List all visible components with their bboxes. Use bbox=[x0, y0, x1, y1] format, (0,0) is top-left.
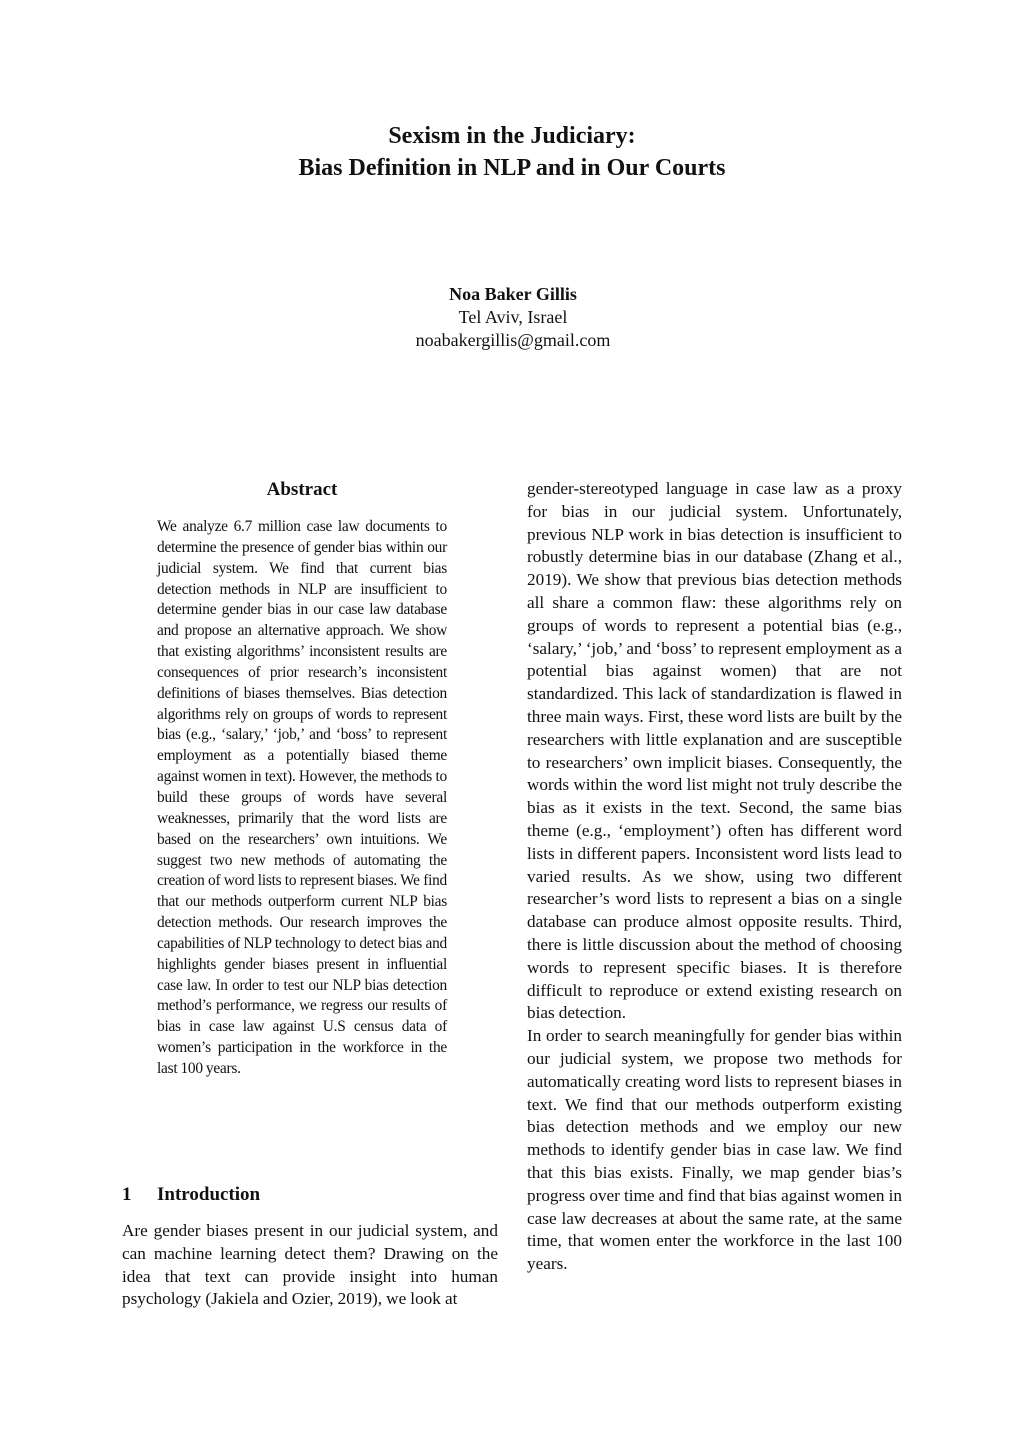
abstract-text: We analyze 6.7 million case law documents to determine the presence of gender bias within our judicial system. We find that current bias detection methods in NLP are insufficient to determine gender bias in our case law database and propose an alternative approach. We show that existing algorithms’ inconsistent results are consequences of prior research’s inconsistent definitions of biases themselves. Bias detection algorithms rely on groups of words to represent bias (e.g., ‘salary,’ ‘job,’ and ‘boss’ to represent employment as a potentially biased theme against women in text). However, the methods to build these groups of words have several weaknesses, primarily that the word lists are based on the researchers’ own intuitions. We suggest two new methods of automating the creation of word lists to represent biases. We find that our methods outperform current NLP bias detection methods. Our research improves the capabilities of NLP technology to detect bias and highlights gender biases present in influential case law. In order to test our NLP bias detection method’s performance, we regress our results of bias in case law against U.S census data of women’s participation in the workforce in the last 100 years. bbox=[157, 518, 447, 1077]
section-heading-introduction bbox=[122, 1182, 502, 1208]
section-number: 1 bbox=[122, 1184, 132, 1205]
author-block bbox=[0, 283, 1024, 352]
right-column bbox=[527, 478, 902, 1276]
introduction-paragraph-continued: gender-stereotyped language in case law as a proxy for bias in our judicial system. Unfortunately, previous NLP work in bias detection is insufficient to robustly determine bias in our database (Zhang et al., 2019). We show that previous bias detection methods all share a common flaw: these algorithms rely on groups of words to represent a potential bias (e.g., ‘salary,’ ‘job,’ and ‘boss’ to represent employment as a potential bias against women) that are not standardized. This lack of standardization is flawed in three main ways. First, these word lists are built by the researchers with little explanation and are susceptible to researchers’ own implicit biases. Consequently, the words within the word list might not truly describe the bias as it exists in the text. Second, the same bias theme (e.g., ‘employment’) often has different word lists in different papers. Inconsistent word lists lead to varied results. As we show, using two different researcher’s word lists to represent a bias on a single database can produce almost opposite results. Third, there is little discussion about the method of choosing words to represent specific biases. It is therefore difficult to reproduce or extend existing research on bias detection. bbox=[527, 479, 902, 1023]
author-email: noabakergillis@gmail.com bbox=[415, 330, 611, 350]
paper-title bbox=[0, 120, 1024, 184]
abstract-heading: Abstract bbox=[266, 479, 338, 500]
author-affiliation: Tel Aviv, Israel bbox=[458, 307, 568, 327]
introduction-left-paragraph: Are gender biases present in our judicial system, and can machine learning detect them? Drawing on the idea that text can provide insight into human psychology (Jakiela and Ozier, 2019), we look at bbox=[122, 1221, 498, 1309]
introduction-paragraph-2: In order to search meaningfully for gender bias within our judicial system, we propose two methods for automatically creating word lists to represent biases in text. We find that our methods outperform existing bias detection methods and we employ our new methods to identify gender bias in case law. We find that this bias exists. Finally, we map gender bias’s progress over time and find that bias against women in case law decreases at about the same rate, at the same time, that women enter the workforce in the last 100 years. bbox=[527, 1026, 902, 1274]
paper-title-line-2: Bias Definition in NLP and in Our Courts bbox=[298, 155, 726, 181]
section-title: Introduction bbox=[157, 1184, 261, 1205]
paper-title-line-1: Sexism in the Judiciary: bbox=[388, 123, 636, 149]
author-name: Noa Baker Gillis bbox=[449, 284, 577, 304]
